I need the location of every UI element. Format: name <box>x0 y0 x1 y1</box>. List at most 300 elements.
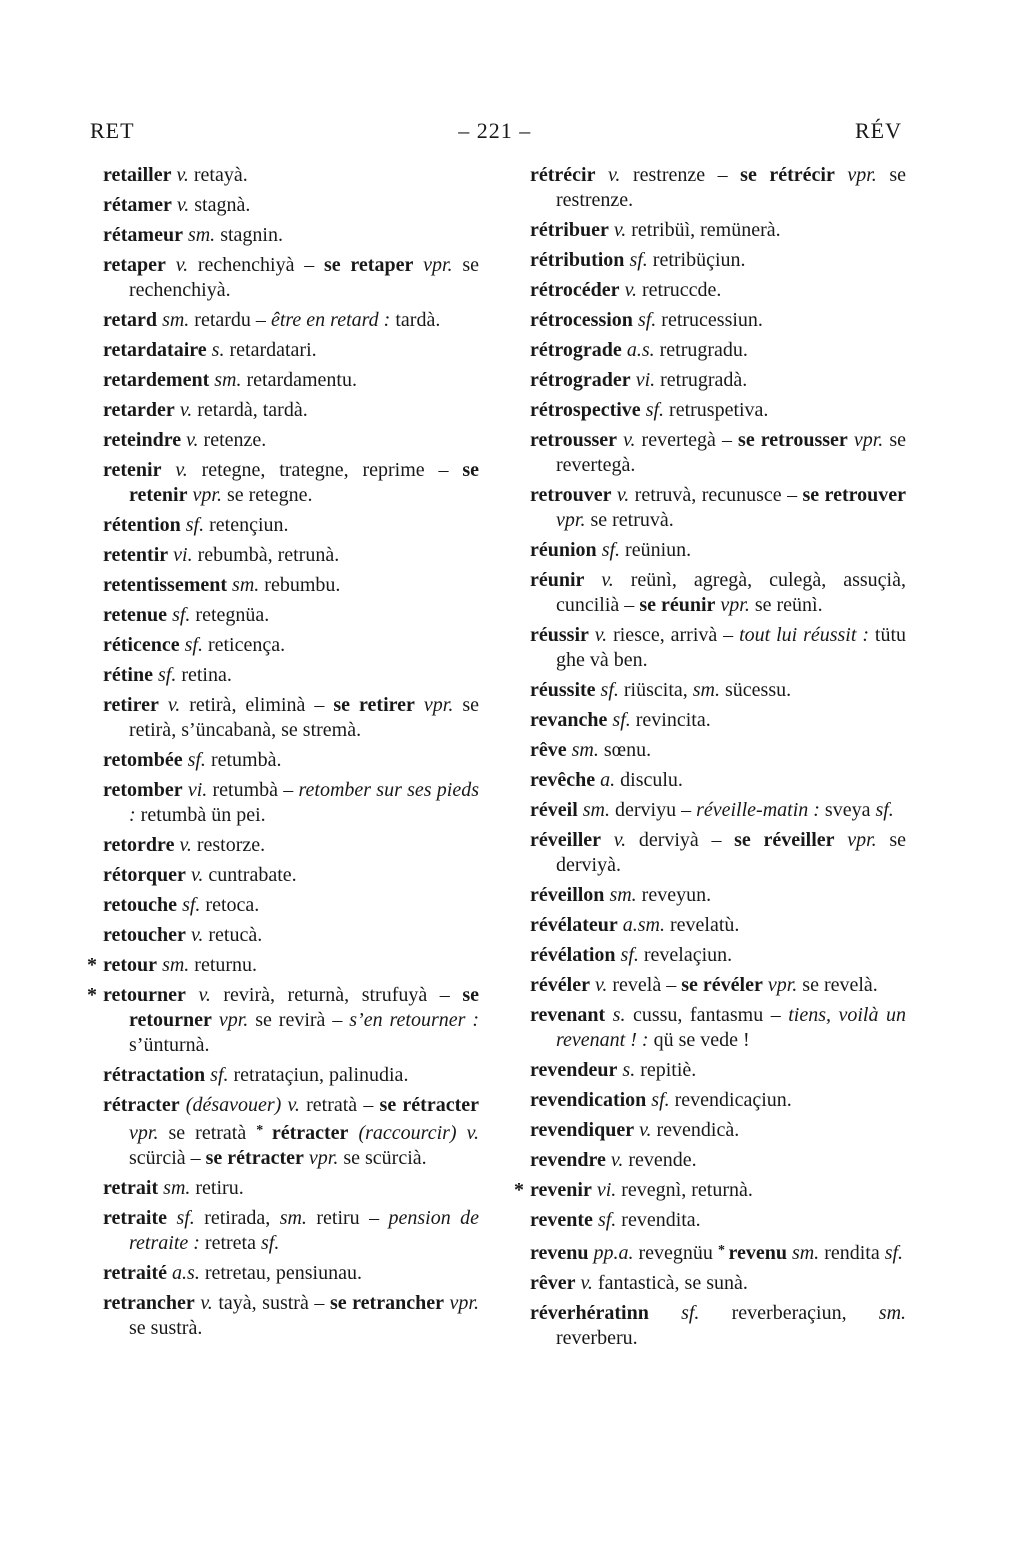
translation-text: retençiun. <box>209 514 289 536</box>
headword: rétribution <box>530 249 625 271</box>
headword: révéler <box>530 974 590 996</box>
dictionary-entry <box>530 738 906 763</box>
column-left <box>87 163 480 1346</box>
headword: retrait <box>103 1176 159 1199</box>
entry-star-marker: * <box>514 1179 524 1201</box>
grammar-label: pension de retraite : <box>129 1206 480 1254</box>
dictionary-entry <box>87 953 479 978</box>
dictionary-entry <box>103 833 479 858</box>
grammar-label: vi. <box>630 369 661 391</box>
grammar-label: v. <box>617 429 642 451</box>
grammar-label: s’en retourner : <box>349 1009 479 1031</box>
translation-text: riüscita, <box>623 679 693 701</box>
headword: se retaper <box>323 254 414 276</box>
dictionary-entry <box>530 278 906 303</box>
grammar-label: tiens, voilà un revenant ! : <box>556 1004 906 1051</box>
translation-text: retenze. <box>203 429 267 451</box>
grammar-label: vi. <box>182 779 213 801</box>
translation-text: retucà. <box>208 924 263 946</box>
dictionary-entry <box>530 913 906 938</box>
translation-text: retruspetiva. <box>669 399 769 421</box>
grammar-label: v. <box>608 219 632 241</box>
entry-star-marker: * <box>87 984 97 1006</box>
dictionary-entry <box>103 513 479 538</box>
headword: rétorquer <box>103 864 186 886</box>
headword: revendre <box>530 1149 606 1171</box>
translation-text: scürcià – <box>129 1146 206 1169</box>
grammar-label: sm. <box>566 739 604 761</box>
translation-text: se retirà, s’üncabanà, se stremà. <box>129 694 479 741</box>
headword: rétribuer <box>530 219 609 241</box>
headword: revendication <box>530 1089 647 1111</box>
headword: retentir <box>103 544 169 566</box>
dictionary-entry <box>514 1178 906 1203</box>
translation-text: retrataçiun, palinudia. <box>233 1064 409 1086</box>
headword: retard <box>103 309 158 331</box>
dictionary-entry <box>530 338 906 363</box>
grammar-label: sm. <box>157 954 195 976</box>
dictionary-entry <box>530 398 906 423</box>
translation-text: retayà. <box>193 164 248 186</box>
translation-text: retoca. <box>205 894 260 916</box>
dictionary-entry <box>103 1206 479 1256</box>
dictionary-entry <box>103 748 479 773</box>
grammar-label: v. <box>584 569 631 591</box>
dictionary-entry <box>103 923 479 948</box>
translation-text: retribüçiun. <box>652 249 746 271</box>
headword: se révéler <box>681 974 763 996</box>
translation-text: reverberu. <box>556 1326 638 1349</box>
dictionary-entry <box>103 693 479 743</box>
grammar-label: sf. <box>180 514 210 536</box>
headword: revêche <box>530 769 596 791</box>
translation-text: revegnì, returnà. <box>621 1179 753 1201</box>
dictionary-entry <box>103 368 479 393</box>
dictionary-entry <box>103 1063 479 1088</box>
sense-separator: * <box>717 1243 729 1258</box>
dictionary-entry <box>530 163 906 213</box>
headword: retrousser <box>530 429 618 451</box>
dictionary-entry <box>103 633 479 658</box>
translation-text: sœnu. <box>603 739 652 761</box>
grammar-label: v. <box>575 1271 598 1294</box>
grammar-label: v. <box>589 974 613 996</box>
grammar-label: v. <box>174 399 198 421</box>
grammar-label: sf. <box>261 1231 280 1254</box>
dictionary-entry <box>103 893 479 918</box>
translation-text: se sustrà. <box>129 1316 203 1339</box>
grammar-label: sm. <box>279 1206 317 1229</box>
headword: rétracter <box>103 1094 180 1116</box>
headword: retenue <box>103 604 168 626</box>
dictionary-entry <box>103 308 479 333</box>
headword: rêve <box>530 739 567 761</box>
translation-text: tütu ghe và ben. <box>556 624 907 671</box>
dictionary-entry <box>530 883 906 908</box>
headword: retirer <box>103 694 159 716</box>
headword: rétrécir <box>530 164 596 186</box>
headword: retarder <box>103 399 175 421</box>
grammar-label: vpr. <box>211 1009 256 1031</box>
headword: révélation <box>530 944 616 966</box>
dictionary-entry <box>530 828 906 878</box>
dictionary-entry <box>103 428 479 453</box>
translation-text: retrugradà. <box>660 369 748 391</box>
grammar-label: v. <box>194 1291 219 1314</box>
translation-text: sveya <box>824 799 876 821</box>
translation-text: revelatù. <box>669 914 740 936</box>
translation-text: se revertegà. <box>556 429 906 476</box>
translation-text: se retratà <box>168 1121 257 1144</box>
translation-text: retumbà – <box>212 779 299 801</box>
dictionary-entry <box>87 983 479 1058</box>
grammar-label: sm. <box>786 1241 825 1264</box>
translation-text: revende. <box>628 1149 697 1171</box>
translation-text: retrucessiun. <box>661 309 763 331</box>
headword: réveiller <box>530 829 602 851</box>
grammar-label: sm. <box>692 679 725 701</box>
grammar-label: sf. <box>596 539 626 561</box>
grammar-label: v. <box>181 429 204 451</box>
translation-text: se reünì. <box>754 594 823 616</box>
grammar-label: sf. <box>179 634 208 656</box>
translation-text: rechenchiyà – <box>197 254 324 276</box>
grammar-label: v. <box>611 484 635 506</box>
headword: retrouver <box>530 484 612 506</box>
translation-text: derviyu – <box>614 799 697 821</box>
dictionary-entry <box>103 398 479 423</box>
headword: retouche <box>103 894 178 916</box>
grammar-label: réveille-matin : <box>696 799 825 821</box>
dictionary-entry <box>530 248 906 273</box>
dictionary-entry <box>530 308 906 333</box>
translation-text: reveyun. <box>641 884 712 906</box>
headword: rétrograder <box>530 369 631 391</box>
grammar-label: sf. <box>177 894 206 916</box>
translation-text: retribüì, remünerà. <box>631 219 781 241</box>
translation-text: disculu. <box>620 769 683 791</box>
grammar-label: v. <box>174 834 197 856</box>
grammar-label: sf. <box>182 749 211 771</box>
grammar-label: vpr. <box>443 1291 479 1314</box>
grammar-label: sm. <box>182 224 221 246</box>
headword: retraite <box>103 1206 168 1229</box>
translation-text: retegnüa. <box>195 604 270 626</box>
translation-text: retruccde. <box>641 279 722 301</box>
headword: se rétracter <box>205 1146 304 1169</box>
running-head-right: RÉV <box>855 118 902 143</box>
grammar-label: vi. <box>168 544 198 566</box>
column-right <box>514 163 907 1356</box>
translation-text: returnu. <box>194 954 258 976</box>
grammar-label: v. <box>158 694 190 716</box>
dictionary-entry <box>103 543 479 568</box>
headword: retardement <box>103 369 210 391</box>
translation-text: retardamentu. <box>246 369 357 391</box>
grammar-label: sf. <box>646 1089 675 1111</box>
grammar-label: a. <box>595 769 621 791</box>
translation-text: reünì, agregà, culegà, assuçià, cuncilià – <box>556 569 906 616</box>
translation-text: revendita. <box>621 1209 701 1231</box>
grammar-label: sm. <box>227 574 265 596</box>
grammar-label: sf. <box>595 679 624 701</box>
headword: se réunir <box>639 594 716 616</box>
dictionary-entry <box>103 573 479 598</box>
grammar-label: sf. <box>607 709 636 731</box>
grammar-label: être en retard : <box>270 309 396 331</box>
translation-text: revirà, returnà, strufuyà – <box>223 984 463 1006</box>
headword: réticence <box>103 634 180 656</box>
translation-text: riesce, arrivà – <box>613 624 740 646</box>
grammar-label: retomber sur ses pieds : <box>129 779 480 826</box>
translation-text: fantasticà, se sunà. <box>597 1271 748 1294</box>
headword: réverhératinn <box>530 1301 649 1324</box>
grammar-label: vpr. <box>762 974 803 996</box>
translation-text: revincita. <box>635 709 711 731</box>
grammar-label: vpr. <box>847 429 890 451</box>
grammar-label: vpr. <box>414 694 463 716</box>
dictionary-entry <box>103 1093 479 1171</box>
headword: réunion <box>530 539 597 561</box>
translation-text: rendita <box>824 1241 885 1264</box>
translation-text: reverberaçiun, <box>731 1301 879 1324</box>
translation-text: se rechenchiyà. <box>129 254 479 301</box>
grammar-label: tout lui réussit : <box>739 624 875 646</box>
dictionary-entry <box>103 253 479 303</box>
headword: réveillon <box>530 884 605 906</box>
translation-text: se restrenze. <box>556 164 906 211</box>
dictionary-entry <box>530 483 906 533</box>
headword: reteindre <box>103 429 182 451</box>
translation-text: se scürcià. <box>343 1146 427 1169</box>
headword: réussite <box>530 679 596 701</box>
dictionary-entry <box>530 708 906 733</box>
headword: retomber <box>103 779 183 801</box>
grammar-label: sf. <box>632 309 662 331</box>
dictionary-entry <box>103 863 479 888</box>
dictionary-entry <box>103 663 479 688</box>
headword: rêver <box>530 1271 576 1294</box>
dictionary-entry <box>530 1118 906 1143</box>
headword: revendeur <box>530 1059 618 1081</box>
translation-text: reüniun. <box>625 539 692 561</box>
grammar-label: v. <box>185 864 209 886</box>
grammar-label: s. <box>605 1004 633 1026</box>
translation-text: reticença. <box>207 634 286 656</box>
translation-text: retiru. <box>195 1176 244 1199</box>
grammar-label: v. <box>185 924 209 946</box>
dictionary-entry <box>530 1058 906 1083</box>
translation-text: retratà – <box>306 1094 380 1116</box>
headword: revenu <box>530 1241 589 1264</box>
headword: réunir <box>530 569 585 591</box>
translation-text: revendicà. <box>656 1119 740 1141</box>
dictionary-entry <box>530 1208 906 1233</box>
grammar-label: vi. <box>591 1179 622 1201</box>
translation-text: retirà, eliminà – <box>189 694 334 716</box>
headword: se retirer <box>333 694 415 716</box>
headword: se retourner <box>129 984 479 1031</box>
translation-text: tardà. <box>395 309 441 331</box>
dictionary-entry <box>103 163 479 188</box>
translation-text: repitiè. <box>640 1059 697 1081</box>
headword: rétrocession <box>530 309 633 331</box>
dictionary-entry <box>530 538 906 563</box>
headword: revendiquer <box>530 1119 635 1141</box>
headword: retordre <box>103 834 175 856</box>
headword: rétrograde <box>530 339 622 361</box>
grammar-label: a.s. <box>167 1261 205 1284</box>
headword: réussir <box>530 624 589 646</box>
grammar-label: sf. <box>640 399 670 421</box>
grammar-label: a.sm. <box>617 914 670 936</box>
translation-text: retruvà, recunusce – <box>634 484 803 506</box>
translation-text: revegnüu <box>638 1241 718 1264</box>
headword: se rétracter <box>379 1094 479 1116</box>
translation-text: retreta <box>204 1231 261 1254</box>
headword: retentissement <box>103 574 228 596</box>
headword: retraité <box>103 1261 168 1284</box>
headword: rétention <box>103 514 181 536</box>
grammar-label: vpr. <box>556 509 591 531</box>
headword: retardataire <box>103 339 207 361</box>
sense-separator: * <box>256 1123 272 1138</box>
dictionary-entry <box>530 368 906 393</box>
grammar-label: sf. <box>167 1206 205 1229</box>
headword: revenir <box>530 1179 592 1201</box>
translation-text: retumbà. <box>210 749 282 771</box>
grammar-label: sm. <box>158 1176 196 1199</box>
translation-text: se revelà. <box>802 974 878 996</box>
dictionary-entry <box>103 1261 479 1286</box>
headword: revente <box>530 1209 593 1231</box>
dictionary-entry <box>103 778 479 828</box>
dictionary-entry <box>530 1271 906 1296</box>
running-head-left: RET <box>90 118 135 143</box>
translation-text: sücessu. <box>725 679 792 701</box>
translation-text: cuntrabate. <box>208 864 297 886</box>
headword: se rétrécir <box>740 164 835 186</box>
headword: se retrousser <box>738 429 848 451</box>
headword: retaper <box>103 254 166 276</box>
grammar-label: sf. <box>592 1209 622 1231</box>
grammar-label: sm. <box>604 884 642 906</box>
translation-text: revelà – <box>612 974 682 996</box>
translation-text: retardà, tardà. <box>197 399 308 421</box>
grammar-label: sf. <box>167 604 196 626</box>
dictionary-entry <box>103 458 479 508</box>
grammar-label: vpr. <box>834 164 890 186</box>
translation-text: rebumbu. <box>264 574 341 596</box>
grammar-label: v. <box>588 624 614 646</box>
dictionary-entry <box>530 943 906 968</box>
translation-text: derviyà – <box>638 829 735 851</box>
translation-text: retrugradu. <box>659 339 748 361</box>
grammar-label: sf. <box>624 249 653 271</box>
grammar-label: v. <box>619 279 642 301</box>
headword: retourner <box>103 984 186 1006</box>
translation-text: revendicaçiun. <box>674 1089 792 1111</box>
page-header <box>90 118 902 144</box>
grammar-label: v. <box>185 984 224 1006</box>
dictionary-entry <box>530 1301 906 1351</box>
dictionary-entry <box>530 768 906 793</box>
headword: retombée <box>103 749 183 771</box>
headword: rétine <box>103 664 153 686</box>
grammar-label: vpr. <box>834 829 890 851</box>
headword: se retrouver <box>802 484 906 506</box>
grammar-label: vpr. <box>187 484 227 506</box>
dictionary-entry <box>103 338 479 363</box>
translation-text: restrenze – <box>632 164 741 186</box>
headword: rétractation <box>103 1064 206 1086</box>
translation-text: retina. <box>181 664 232 686</box>
page-number: – 221 – <box>458 118 532 143</box>
grammar-label: sm. <box>577 799 615 821</box>
translation-text: retirada, <box>204 1206 280 1229</box>
translation-text: se revirà – <box>255 1009 350 1031</box>
dictionary-entry <box>530 568 906 618</box>
translation-text: retardatari. <box>229 339 317 361</box>
grammar-label: pp.a. <box>588 1241 639 1264</box>
translation-text: retumbà ün pei. <box>140 804 266 826</box>
headword: se retrancher <box>329 1291 444 1314</box>
translation-text: retardu – <box>194 309 271 331</box>
grammar-label: sf. <box>152 664 182 686</box>
grammar-label: v. <box>161 459 202 481</box>
dictionary-entry <box>103 603 479 628</box>
translation-text: rebumbà, retrunà. <box>197 544 340 566</box>
headword: revenant <box>530 1004 606 1026</box>
dictionary-entry <box>103 1291 479 1341</box>
grammar-label: sm. <box>878 1301 907 1324</box>
grammar-label: v. <box>595 164 633 186</box>
headword: rétrocéder <box>530 279 620 301</box>
dictionary-entry <box>530 1003 906 1053</box>
dictionary-entry <box>530 678 906 703</box>
dictionary-entry <box>530 973 906 998</box>
grammar-label: vpr. <box>715 594 755 616</box>
grammar-label: v. <box>634 1119 657 1141</box>
headword: revenu <box>728 1241 787 1264</box>
dictionary-entry <box>530 623 906 673</box>
dictionary-entry <box>103 223 479 248</box>
entry-star-marker: * <box>87 954 97 976</box>
translation-text: revelaçiun. <box>643 944 733 966</box>
headword: rétamer <box>103 194 172 216</box>
dictionary-entry <box>530 218 906 243</box>
grammar-label: (désavouer) v. <box>179 1094 307 1116</box>
translation-text: qü se vede ! <box>653 1029 750 1051</box>
dictionary-entry <box>103 193 479 218</box>
grammar-label: vpr. <box>129 1121 169 1144</box>
grammar-label: v. <box>171 194 195 216</box>
grammar-label: sm. <box>157 309 195 331</box>
headword: se retenir <box>129 459 479 506</box>
headword: rétameur <box>103 224 183 246</box>
headword: rétrospective <box>530 399 641 421</box>
translation-text: tayà, sustrà – <box>218 1291 330 1314</box>
grammar-label: v. <box>601 829 639 851</box>
headword: retenir <box>103 459 162 481</box>
dictionary-entry <box>103 1176 479 1201</box>
headword: retailler <box>103 164 172 186</box>
dictionary-entry <box>530 1238 906 1266</box>
grammar-label: sf. <box>875 799 894 821</box>
dictionary-entry <box>530 428 906 478</box>
grammar-label: vpr. <box>413 254 463 276</box>
headword: retoucher <box>103 924 186 946</box>
